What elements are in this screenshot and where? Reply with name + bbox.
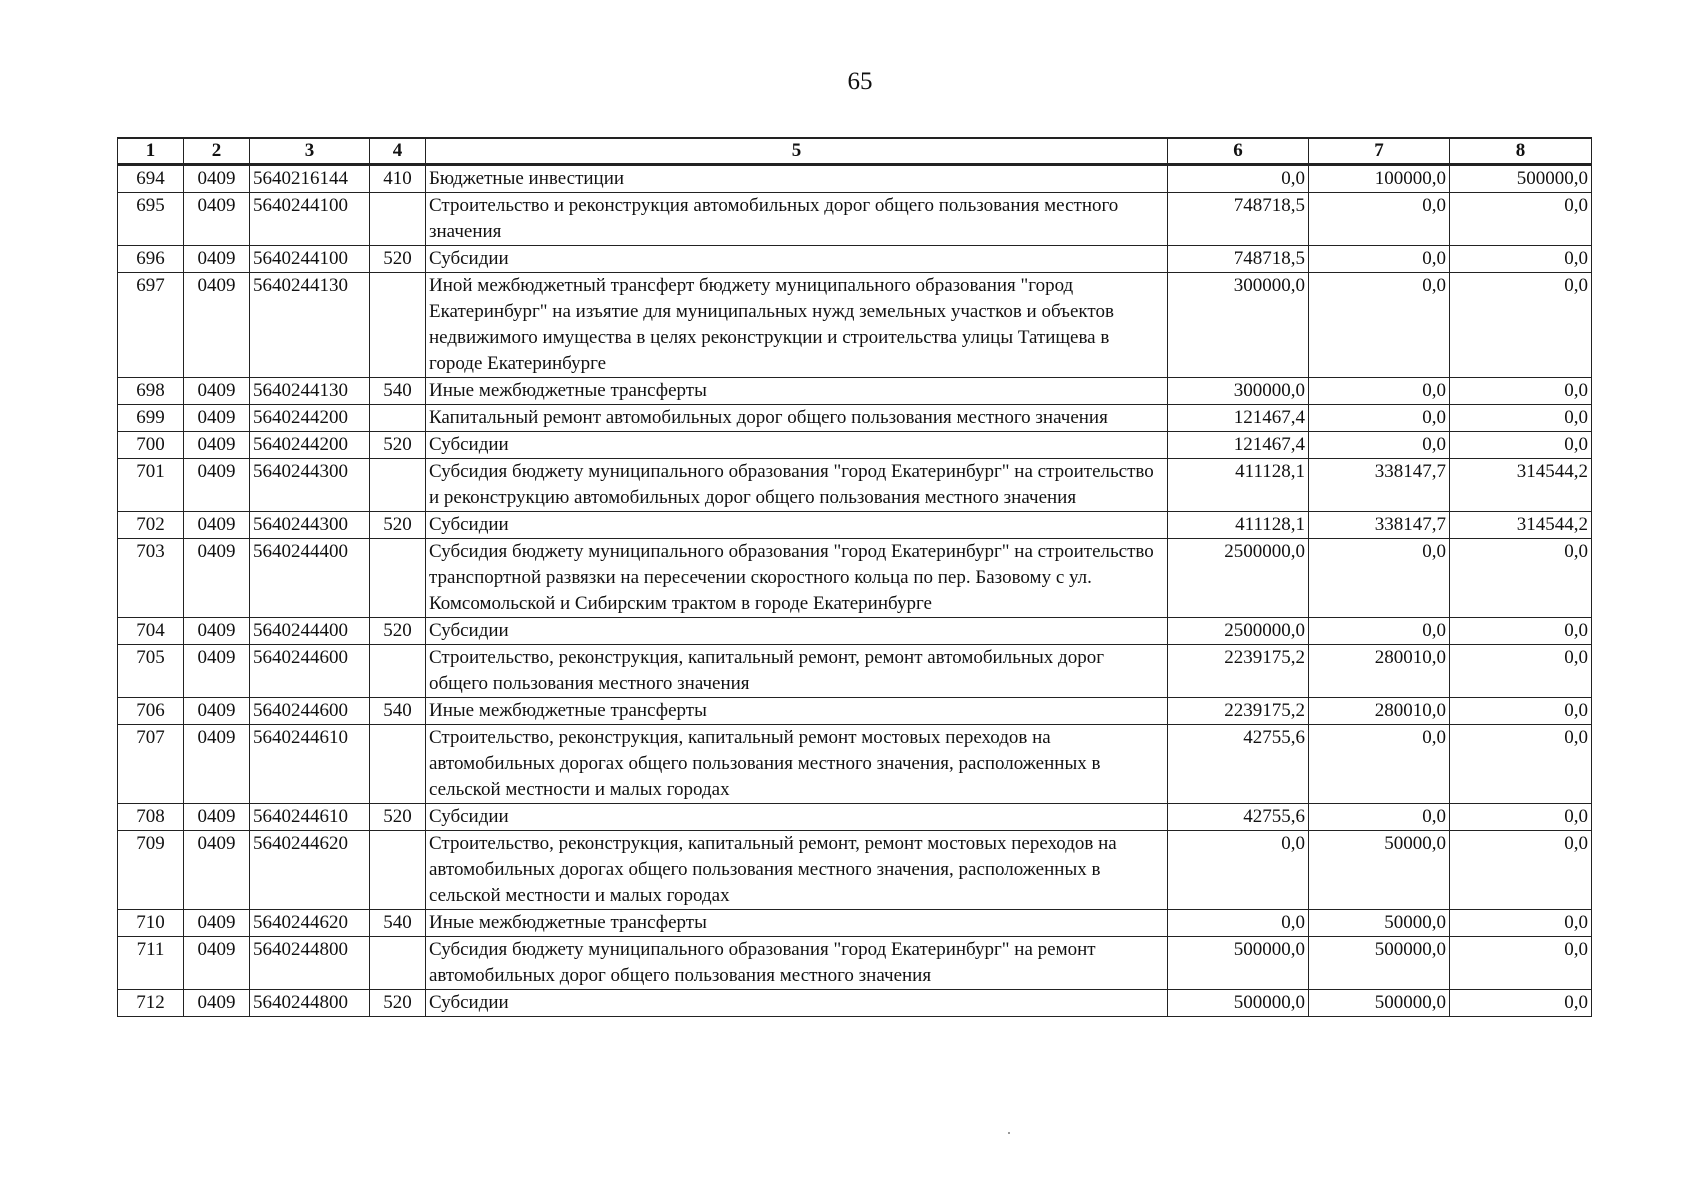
amount-col7-cell: 338147,7 xyxy=(1309,512,1450,539)
row-number-cell: 709 xyxy=(118,831,184,910)
amount-col6-cell: 2500000,0 xyxy=(1168,618,1309,645)
amount-col6-cell: 42755,6 xyxy=(1168,804,1309,831)
section-code-cell: 0409 xyxy=(184,512,250,539)
expense-type-cell: 540 xyxy=(370,378,426,405)
table-row xyxy=(118,459,1592,512)
target-code-cell: 5640244300 xyxy=(250,459,370,512)
table-row xyxy=(118,512,1592,539)
section-code-cell: 0409 xyxy=(184,937,250,990)
row-number-cell: 711 xyxy=(118,937,184,990)
table-row xyxy=(118,831,1592,910)
target-code-cell: 5640244130 xyxy=(250,273,370,378)
target-code-cell: 5640244610 xyxy=(250,804,370,831)
amount-col7-cell: 0,0 xyxy=(1309,432,1450,459)
amount-col8-cell: 0,0 xyxy=(1450,831,1592,910)
row-number-cell: 698 xyxy=(118,378,184,405)
item-name-cell: Строительство, реконструкция, капитальный ремонт, ремонт автомобильных дорог общего пользования местного значения xyxy=(426,645,1168,698)
scan-speck xyxy=(1008,1132,1010,1134)
expense-type-cell xyxy=(370,831,426,910)
item-name-cell: Капитальный ремонт автомобильных дорог общего пользования местного значения xyxy=(426,405,1168,432)
row-number-cell: 701 xyxy=(118,459,184,512)
section-code-cell: 0409 xyxy=(184,645,250,698)
column-header: 1 xyxy=(118,138,184,165)
item-name-cell: Субсидии xyxy=(426,512,1168,539)
amount-col7-cell: 0,0 xyxy=(1309,725,1450,804)
amount-col8-cell: 0,0 xyxy=(1450,539,1592,618)
section-code-cell: 0409 xyxy=(184,804,250,831)
section-code-cell: 0409 xyxy=(184,246,250,273)
row-number-cell: 710 xyxy=(118,910,184,937)
amount-col7-cell: 0,0 xyxy=(1309,804,1450,831)
item-name-cell: Строительство и реконструкция автомобильных дорог общего пользования местного значения xyxy=(426,193,1168,246)
expense-type-cell xyxy=(370,645,426,698)
amount-col7-cell: 0,0 xyxy=(1309,246,1450,273)
target-code-cell: 5640244130 xyxy=(250,378,370,405)
amount-col8-cell: 0,0 xyxy=(1450,645,1592,698)
expense-type-cell: 520 xyxy=(370,804,426,831)
row-number-cell: 694 xyxy=(118,165,184,193)
target-code-cell: 5640216144 xyxy=(250,165,370,193)
amount-col6-cell: 500000,0 xyxy=(1168,990,1309,1017)
row-number-cell: 712 xyxy=(118,990,184,1017)
row-number-cell: 704 xyxy=(118,618,184,645)
section-code-cell: 0409 xyxy=(184,725,250,804)
amount-col6-cell: 748718,5 xyxy=(1168,246,1309,273)
table-row xyxy=(118,432,1592,459)
amount-col8-cell: 0,0 xyxy=(1450,193,1592,246)
table-row xyxy=(118,698,1592,725)
amount-col6-cell: 748718,5 xyxy=(1168,193,1309,246)
amount-col6-cell: 300000,0 xyxy=(1168,378,1309,405)
item-name-cell: Иной межбюджетный трансферт бюджету муниципального образования "город Екатеринбург" на изъятие для муниципальных нужд земельных участков и объектов недвижимого имущества в целях реконструкции и строительства улицы Татищева в городе Екатеринбурге xyxy=(426,273,1168,378)
section-code-cell: 0409 xyxy=(184,831,250,910)
expense-type-cell: 540 xyxy=(370,910,426,937)
amount-col6-cell: 411128,1 xyxy=(1168,512,1309,539)
expense-type-cell xyxy=(370,937,426,990)
amount-col8-cell: 0,0 xyxy=(1450,273,1592,378)
amount-col7-cell: 0,0 xyxy=(1309,193,1450,246)
amount-col7-cell: 280010,0 xyxy=(1309,698,1450,725)
item-name-cell: Субсидия бюджету муниципального образования "город Екатеринбург" на строительство транспортной развязки на пересечении скоростного кольца по пер. Базовому с ул. Комсомольской и Сибирским трактом в городе Екатеринбурге xyxy=(426,539,1168,618)
section-code-cell: 0409 xyxy=(184,990,250,1017)
amount-col6-cell: 300000,0 xyxy=(1168,273,1309,378)
expense-type-cell: 540 xyxy=(370,698,426,725)
amount-col6-cell: 0,0 xyxy=(1168,910,1309,937)
target-code-cell: 5640244800 xyxy=(250,990,370,1017)
row-number-cell: 703 xyxy=(118,539,184,618)
expense-type-cell xyxy=(370,273,426,378)
amount-col8-cell: 314544,2 xyxy=(1450,459,1592,512)
item-name-cell: Субсидии xyxy=(426,432,1168,459)
amount-col7-cell: 338147,7 xyxy=(1309,459,1450,512)
item-name-cell: Субсидии xyxy=(426,990,1168,1017)
page-number: 65 xyxy=(847,68,873,95)
target-code-cell: 5640244300 xyxy=(250,512,370,539)
amount-col8-cell: 314544,2 xyxy=(1450,512,1592,539)
amount-col6-cell: 121467,4 xyxy=(1168,405,1309,432)
item-name-cell: Субсидия бюджету муниципального образования "город Екатеринбург" на строительство и реконструкцию автомобильных дорог общего пользования местного значения xyxy=(426,459,1168,512)
row-number-cell: 706 xyxy=(118,698,184,725)
amount-col7-cell: 280010,0 xyxy=(1309,645,1450,698)
table-row xyxy=(118,804,1592,831)
amount-col7-cell: 50000,0 xyxy=(1309,831,1450,910)
table-header-row xyxy=(118,138,1592,165)
target-code-cell: 5640244400 xyxy=(250,618,370,645)
section-code-cell: 0409 xyxy=(184,378,250,405)
target-code-cell: 5640244600 xyxy=(250,645,370,698)
table-row xyxy=(118,910,1592,937)
target-code-cell: 5640244100 xyxy=(250,246,370,273)
target-code-cell: 5640244600 xyxy=(250,698,370,725)
column-header: 8 xyxy=(1450,138,1592,165)
item-name-cell: Иные межбюджетные трансферты xyxy=(426,698,1168,725)
expense-type-cell: 520 xyxy=(370,618,426,645)
table-row xyxy=(118,725,1592,804)
table-row xyxy=(118,246,1592,273)
expense-type-cell xyxy=(370,405,426,432)
row-number-cell: 707 xyxy=(118,725,184,804)
table-row xyxy=(118,273,1592,378)
amount-col8-cell: 0,0 xyxy=(1450,725,1592,804)
target-code-cell: 5640244610 xyxy=(250,725,370,804)
section-code-cell: 0409 xyxy=(184,405,250,432)
row-number-cell: 697 xyxy=(118,273,184,378)
expense-type-cell: 520 xyxy=(370,432,426,459)
expense-type-cell: 520 xyxy=(370,990,426,1017)
amount-col8-cell: 0,0 xyxy=(1450,937,1592,990)
section-code-cell: 0409 xyxy=(184,193,250,246)
amount-col7-cell: 100000,0 xyxy=(1309,165,1450,193)
target-code-cell: 5640244400 xyxy=(250,539,370,618)
item-name-cell: Строительство, реконструкция, капитальный ремонт мостовых переходов на автомобильных дорогах общего пользования местного значения, расположенных в сельской местности и малых городах xyxy=(426,725,1168,804)
expense-type-cell: 410 xyxy=(370,165,426,193)
amount-col6-cell: 2239175,2 xyxy=(1168,645,1309,698)
section-code-cell: 0409 xyxy=(184,618,250,645)
table-row xyxy=(118,645,1592,698)
amount-col8-cell: 0,0 xyxy=(1450,698,1592,725)
amount-col7-cell: 0,0 xyxy=(1309,378,1450,405)
table-row xyxy=(118,618,1592,645)
amount-col8-cell: 0,0 xyxy=(1450,432,1592,459)
table-row xyxy=(118,405,1592,432)
column-header: 3 xyxy=(250,138,370,165)
column-header: 4 xyxy=(370,138,426,165)
amount-col8-cell: 0,0 xyxy=(1450,618,1592,645)
row-number-cell: 702 xyxy=(118,512,184,539)
section-code-cell: 0409 xyxy=(184,273,250,378)
item-name-cell: Субсидии xyxy=(426,246,1168,273)
amount-col8-cell: 0,0 xyxy=(1450,246,1592,273)
target-code-cell: 5640244800 xyxy=(250,937,370,990)
amount-col8-cell: 0,0 xyxy=(1450,804,1592,831)
section-code-cell: 0409 xyxy=(184,698,250,725)
amount-col8-cell: 0,0 xyxy=(1450,378,1592,405)
section-code-cell: 0409 xyxy=(184,910,250,937)
amount-col8-cell: 0,0 xyxy=(1450,405,1592,432)
amount-col6-cell: 2239175,2 xyxy=(1168,698,1309,725)
item-name-cell: Субсидия бюджету муниципального образования "город Екатеринбург" на ремонт автомобильных дорог общего пользования местного значения xyxy=(426,937,1168,990)
target-code-cell: 5640244100 xyxy=(250,193,370,246)
row-number-cell: 696 xyxy=(118,246,184,273)
amount-col8-cell: 0,0 xyxy=(1450,910,1592,937)
amount-col6-cell: 2500000,0 xyxy=(1168,539,1309,618)
target-code-cell: 5640244620 xyxy=(250,910,370,937)
item-name-cell: Бюджетные инвестиции xyxy=(426,165,1168,193)
column-header: 7 xyxy=(1309,138,1450,165)
row-number-cell: 699 xyxy=(118,405,184,432)
budget-table xyxy=(117,137,1592,1017)
amount-col6-cell: 0,0 xyxy=(1168,831,1309,910)
item-name-cell: Иные межбюджетные трансферты xyxy=(426,910,1168,937)
column-header: 6 xyxy=(1168,138,1309,165)
section-code-cell: 0409 xyxy=(184,459,250,512)
expense-type-cell: 520 xyxy=(370,246,426,273)
amount-col6-cell: 121467,4 xyxy=(1168,432,1309,459)
amount-col7-cell: 50000,0 xyxy=(1309,910,1450,937)
target-code-cell: 5640244200 xyxy=(250,432,370,459)
amount-col7-cell: 0,0 xyxy=(1309,539,1450,618)
item-name-cell: Строительство, реконструкция, капитальный ремонт, ремонт мостовых переходов на автомобильных дорогах общего пользования местного значения, расположенных в сельской местности и малых городах xyxy=(426,831,1168,910)
column-header: 5 xyxy=(426,138,1168,165)
amount-col8-cell: 0,0 xyxy=(1450,990,1592,1017)
amount-col7-cell: 0,0 xyxy=(1309,273,1450,378)
amount-col7-cell: 0,0 xyxy=(1309,405,1450,432)
amount-col6-cell: 411128,1 xyxy=(1168,459,1309,512)
item-name-cell: Субсидии xyxy=(426,618,1168,645)
row-number-cell: 700 xyxy=(118,432,184,459)
target-code-cell: 5640244200 xyxy=(250,405,370,432)
expense-type-cell xyxy=(370,193,426,246)
target-code-cell: 5640244620 xyxy=(250,831,370,910)
row-number-cell: 708 xyxy=(118,804,184,831)
expense-type-cell xyxy=(370,459,426,512)
column-header: 2 xyxy=(184,138,250,165)
table-row xyxy=(118,539,1592,618)
expense-type-cell xyxy=(370,725,426,804)
table-row xyxy=(118,165,1592,193)
amount-col8-cell: 500000,0 xyxy=(1450,165,1592,193)
amount-col7-cell: 0,0 xyxy=(1309,618,1450,645)
table-row xyxy=(118,378,1592,405)
amount-col6-cell: 500000,0 xyxy=(1168,937,1309,990)
expense-type-cell xyxy=(370,539,426,618)
row-number-cell: 705 xyxy=(118,645,184,698)
section-code-cell: 0409 xyxy=(184,539,250,618)
amount-col7-cell: 500000,0 xyxy=(1309,937,1450,990)
table-row xyxy=(118,193,1592,246)
item-name-cell: Иные межбюджетные трансферты xyxy=(426,378,1168,405)
table-row xyxy=(118,990,1592,1017)
section-code-cell: 0409 xyxy=(184,165,250,193)
section-code-cell: 0409 xyxy=(184,432,250,459)
row-number-cell: 695 xyxy=(118,193,184,246)
item-name-cell: Субсидии xyxy=(426,804,1168,831)
amount-col6-cell: 0,0 xyxy=(1168,165,1309,193)
table-body xyxy=(118,165,1592,1017)
amount-col7-cell: 500000,0 xyxy=(1309,990,1450,1017)
expense-type-cell: 520 xyxy=(370,512,426,539)
table-row xyxy=(118,937,1592,990)
amount-col6-cell: 42755,6 xyxy=(1168,725,1309,804)
